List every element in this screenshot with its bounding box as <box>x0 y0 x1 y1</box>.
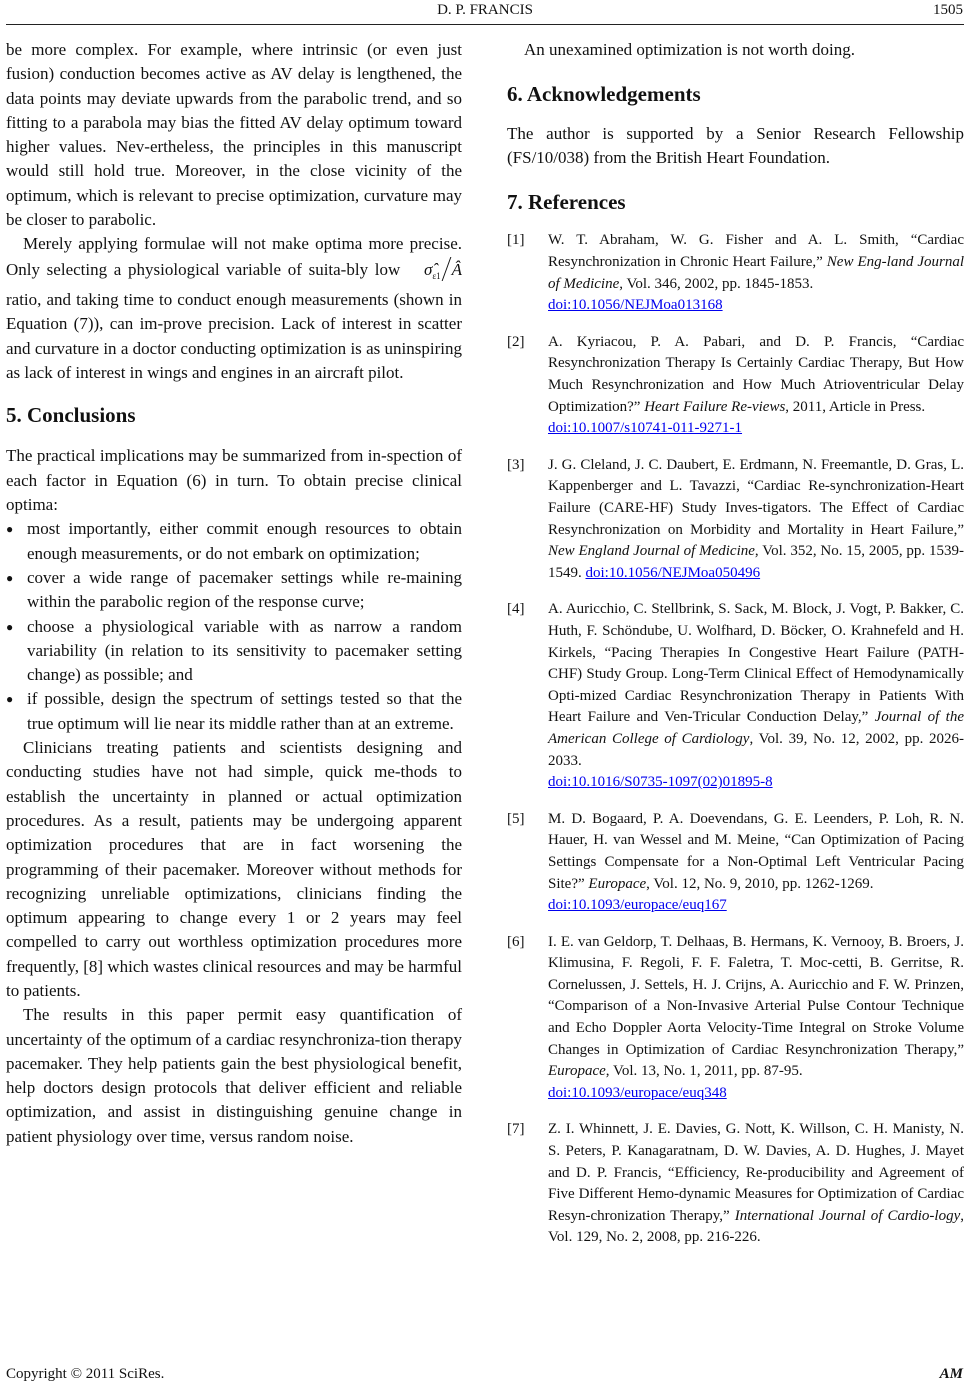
paragraph-2-part-b: ratio, and taking time to conduct enough measurements (shown in Equation (7)), can im-prove precision. Lack of interest in scatter and curvature in a doctor conducting optimization is as uninspiring as lack of interest in wings and engines in an aircraft pilot. <box>6 289 462 382</box>
reference-text: W. T. Abraham, W. G. Fisher and A. L. Smith, “Cardiac Resynchronization in Chronic Heart Failure,” <box>548 232 964 271</box>
list-item <box>6 687 462 736</box>
conclusions-list <box>6 517 462 736</box>
doi-link[interactable]: doi:10.1056/NEJMoa013168 <box>548 297 723 314</box>
reference-journal: Europace <box>588 875 647 892</box>
reference-number: [2] <box>507 333 525 350</box>
reference-text: A. Kyriacou, P. A. Pabari, and D. P. Francis, “Cardiac Resynchronization Therapy Is Certainly Cardiac Therapy, But How Much Resynchronization and How Much Atrioventricular Delay Optimization?” <box>548 333 964 415</box>
fraction-slash <box>441 257 451 281</box>
paragraph-1: be more complex. For example, where intrinsic (or even just fusion) conduction becomes active as AV delay is lengthened, the data points may deviate upwards from the parabolic trend, and so fitting to a parabola may bias the fitted AV delay optimum toward higher values. Nev-ertheless, the principles in this manuscript would still hold true. Moreover, in the close vicinity of the optimum, which is relevant to precise optimization, curvature may be closer to parabolic. <box>6 40 462 230</box>
reference-list <box>507 230 964 1249</box>
reference-journal: New England Journal of Medicine <box>548 543 755 560</box>
reference-item <box>507 230 964 316</box>
reference-item <box>507 332 964 440</box>
paragraph-4: Clinicians treating patients and scientists designing and conducting studies have not had simple, quick me-thods to establish the uncertainty in planned or actual optimization procedures. As a result, patients may be undergoing apparent optimization procedures that are in fact worsening the programming of their pacemaker. Moreover without methods for recognizing unreliable optimizations, clinicians finding the optimum appearing to change every 1 or 2 years may feel compelled to carry out worthless optimization procedures more frequently, [8] which wastes clinical resources and may be harmful to patients. <box>6 738 462 1000</box>
reference-text: I. E. van Geldorp, T. Delhaas, B. Hermans, K. Vernooy, B. Broers, J. Klimusina, F. Regoli, F. F. Faletra, T. Moc-cetti, B. Gerritse, R. Cornelussen, J. Settels, H. J. Crijns, A. Auricchio and F. W. Prinzen, “Comparison of a Non-Invasive Arterial Pulse Contour Technique and Echo Doppler Aorta Velocity-Time Integral on Stroke Volume Changes in Optimization of Cardiac Resynchronization Therapy,” <box>548 933 964 1058</box>
reference-text: A. Auricchio, C. Stellbrink, S. Sack, M. Block, J. Vogt, P. Bakker, C. Huth, F. Schöndube, U. Wolfhard, D. Böcker, O. Krahnefeld and H. Kirkels, “Pacing Therapies In Congestive Heart Failure (PATH-CHF) Study Group. Long-Term Clinical Effect of Hemodynamically Opti-mized Cardiac Resynchronization Therapy in Patients With Heart Failure and Ven-Tricular Conduction Delay,” <box>548 601 964 726</box>
closing-quote: An unexamined optimization is not worth doing. <box>524 40 855 59</box>
list-item <box>6 615 462 688</box>
reference-number: [5] <box>507 810 525 827</box>
reference-item <box>507 599 964 793</box>
list-item-text: most importantly, either commit enough resources to obtain enough measurements, or do not embark on optimization; <box>27 519 462 563</box>
section-6-heading: 6. Acknowledgements <box>507 82 701 107</box>
acknowledgement-text: The author is supported by a Senior Research Fellowship (FS/10/038) from the British Heart Foundation. <box>507 123 964 167</box>
reference-item <box>507 932 964 1105</box>
doi-link[interactable]: doi:10.1093/europace/euq167 <box>548 897 727 914</box>
sigma-hat-symbol: σ̂ <box>423 259 433 279</box>
header-rule <box>6 24 964 25</box>
paragraph-2-part-a: Merely applying formulae will not make optima more precise. Only selecting a physiological variable of suita-bly low <box>6 234 462 279</box>
reference-journal: Europace <box>548 1063 606 1080</box>
reference-number: [4] <box>507 601 525 618</box>
section-7-heading: 7. References <box>507 190 626 215</box>
reference-number: [6] <box>507 933 525 950</box>
paragraph-3: The practical implications may be summarized from in-spection of each factor in Equation (6) in turn. To obtain precise clinical optima: <box>6 446 462 515</box>
reference-number: [1] <box>507 232 525 249</box>
doi-link[interactable]: doi:10.1093/europace/euq348 <box>548 1084 727 1101</box>
section-5-heading: 5. Conclusions <box>6 403 136 428</box>
bullet-icon: ● <box>6 522 14 537</box>
reference-journal: Heart Failure Re-views <box>644 398 786 415</box>
doi-link[interactable]: doi:10.1007/s10741-011-9271-1 <box>548 420 743 437</box>
left-column <box>6 38 462 1149</box>
reference-text: M. D. Bogaard, P. A. Doevendans, G. E. Leenders, P. Loh, R. N. Hauer, H. van Wessel and M. Meine, “Can Optimization of Pacing Settings Compensate for a Non-Optimal Left Ventricular Pacing Site?” <box>548 810 964 892</box>
paragraph-2 <box>6 232 462 385</box>
reference-number: [7] <box>507 1121 525 1138</box>
reference-details: , Vol. 346, 2002, pp. 1845-1853. <box>619 275 814 292</box>
bullet-icon: ● <box>6 619 14 634</box>
sigma-over-a-formula <box>407 257 462 288</box>
epsilon-subscript: ε1 <box>432 270 441 281</box>
reference-details: , Vol. 13, No. 1, 2011, pp. 87-95. <box>605 1063 803 1080</box>
reference-item <box>507 809 964 917</box>
list-item <box>6 517 462 566</box>
reference-details: , Vol. 39, No. 12, 2002, pp. 2026-2033. <box>548 730 965 769</box>
reference-journal: International Journal of Cardio-logy <box>734 1207 961 1224</box>
bullet-icon: ● <box>6 692 14 707</box>
doi-link[interactable]: doi:10.1016/S0735-1097(02)01895-8 <box>548 774 773 791</box>
running-title: D. P. FRANCIS <box>437 2 533 18</box>
right-column <box>507 38 964 1264</box>
reference-text: Z. I. Whinnett, J. E. Davies, G. Nott, K. Willson, C. H. Manisty, N. S. Peters, P. Kanagaratnam, D. W. Davies, A. D. Hughes, J. Mayet and D. P. Francis, “Efficiency, Re-producibility and Agreement of Five Different Hemo-dynamic Measures for Optimization of Cardiac Resyn-chronization Therapy,” <box>548 1121 964 1224</box>
reference-text: J. G. Cleland, J. C. Daubert, E. Erdmann, N. Freemantle, D. Gras, L. Kappenberger and L. Tavazzi, “Cardiac Re-synchronization-Heart Failure (CARE-HF) Study Inves-tigators. The Effect of Cardiac Resynchronization on Morbidity and Mortality in Heart Failure,” <box>548 456 964 538</box>
reference-details: , Vol. 129, No. 2, 2008, pp. 216-226. <box>548 1207 965 1246</box>
list-item-text: if possible, design the spectrum of settings tested so that the true optimum will lie near its middle rather than at an extreme. <box>27 689 462 733</box>
list-item <box>6 566 462 615</box>
reference-details: , 2011, Article in Press. <box>785 398 926 415</box>
footer-copyright: Copyright © 2011 SciRes. <box>6 1366 165 1382</box>
bullet-icon: ● <box>6 570 14 585</box>
reference-item <box>507 455 964 585</box>
list-item-text: cover a wide range of pacemaker settings while re-maining within the parabolic region of the response curve; <box>27 567 462 612</box>
footer-journal: AM <box>939 1366 963 1382</box>
doi-link[interactable]: doi:10.1056/NEJMoa050496 <box>585 564 761 581</box>
list-item-text: choose a physiological variable with as narrow a random variability (in relation to its sensitivity to pacemaker setting change) as possible; and <box>27 616 462 685</box>
reference-journal: Journal of the American College of Cardiology <box>548 709 964 747</box>
reference-details: , Vol. 12, No. 9, 2010, pp. 1262-1269. <box>646 875 874 892</box>
reference-number: [3] <box>507 456 525 473</box>
reference-details: , Vol. 352, No. 15, 2005, pp. 1539-1549. <box>548 543 964 581</box>
reference-journal: New Eng-land Journal of Medicine <box>548 254 965 292</box>
reference-item <box>507 1119 964 1249</box>
a-hat-symbol: Â <box>451 259 462 279</box>
paragraph-5: The results in this paper permit easy quantification of uncertainty of the optimum of a cardiac resynchroniza-tion therapy pacemaker. They help patients gain the best physiological benefit, help doctors design protocols that deliver efficient and reliable optimization, and assist in distinguishing genuine change in patient physiology over time, versus random noise. <box>6 1005 462 1146</box>
page-number: 1505 <box>933 2 963 18</box>
